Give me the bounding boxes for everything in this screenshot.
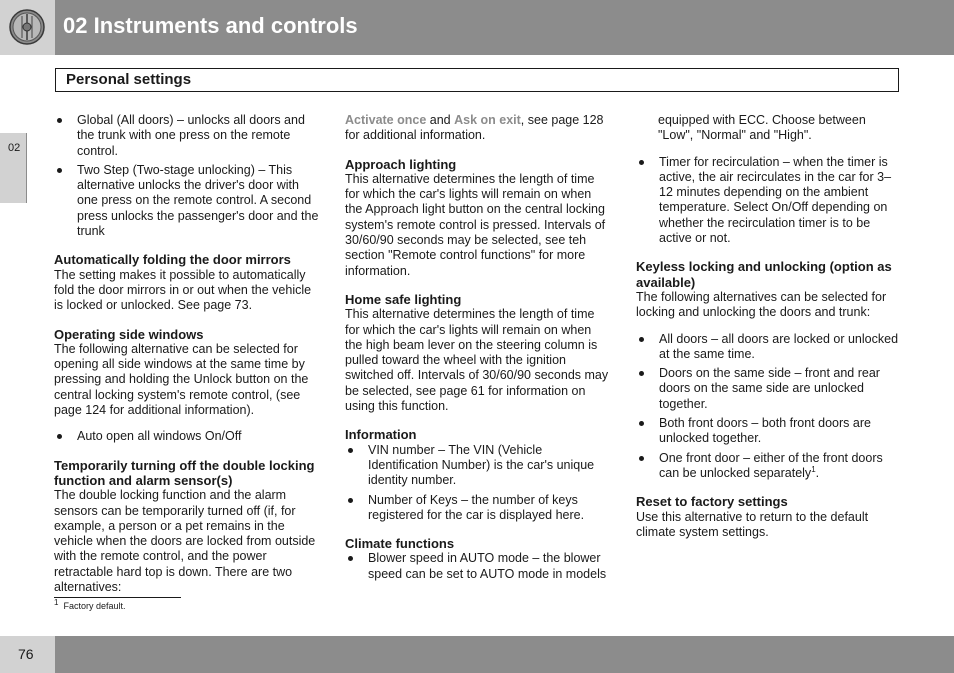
unlock-options-list xyxy=(54,113,319,239)
footnote xyxy=(54,598,126,611)
list-item: Two Step (Two-stage unlocking) – This alternative unlocks the driver's door with one press on the remote control. A second press unlocks the passenger's door and the trunk xyxy=(54,163,319,239)
reset-text: Use this alternative to return to the default climate system settings. xyxy=(636,509,869,539)
page-footer xyxy=(0,636,954,673)
column-2 xyxy=(345,113,610,586)
page-number: 76 xyxy=(18,646,34,662)
approach-text: This alternative determines the length of time for which the car's lights will remain on when the Approach light button on the central locking system's remote control is pressed. Intervals of 30/60/90 seconds may be selected, see teh section "Remote control functions" for more information. xyxy=(345,171,606,278)
keyless-heading: Keyless locking and unlocking (option as available) xyxy=(636,259,892,290)
footnote-text: Factory default. xyxy=(63,601,126,611)
home-safe-text: This alternative determines the length of time for which the car's lights will remain on when the high beam lever on the steering column is pulled toward the wheel with the ignition switched off. Intervals of 30/60/90 seconds may be selected, see page 61 for information on using this function. xyxy=(345,307,609,414)
page-header xyxy=(0,0,954,55)
list-item xyxy=(636,451,901,482)
mirrors-heading: Automatically folding the door mirrors xyxy=(54,252,291,268)
windows-text: The following alternative can be selected for opening all side windows at the same time by pressing and holding the Unlock button on the central locking system's remote control, (see page 124 for additional information). xyxy=(54,341,309,418)
list-item: VIN number – The VIN (Vehicle Identification Number) is the car's unique identity number. xyxy=(345,443,610,489)
climate-continued-text: equipped with ECC. Choose between "Low", "Normal" and "High". xyxy=(658,113,866,143)
footnote-marker: 1 xyxy=(54,598,59,607)
double-lock-text: The double locking function and the alarm sensors can be temporarily turned off (if, for example, a person or a pet remains in the vehicle when the doors are locked from outside with the remote control, and the power retractable hard top is down. There are two alternatives: xyxy=(54,488,316,595)
mirrors-text: The setting makes it possible to automatically fold the door mirrors in or out when the vehicle is locked or unlocked. See page 73. xyxy=(54,267,312,313)
windows-heading: Operating side windows xyxy=(54,326,204,342)
reset-heading: Reset to factory settings xyxy=(636,494,788,510)
approach-heading: Approach lighting xyxy=(345,156,457,172)
list-item: Global (All doors) – unlocks all doors and the trunk with one press on the remote control. xyxy=(54,113,319,159)
side-tab-label: 02 xyxy=(8,142,21,154)
ask-on-exit-link[interactable]: Ask on exit xyxy=(454,113,521,127)
footnote-ref: 1 xyxy=(811,464,816,474)
information-list xyxy=(345,443,610,523)
column-1 xyxy=(54,113,319,595)
climate-list xyxy=(345,551,610,582)
steering-wheel-icon xyxy=(8,8,46,46)
list-item: Blower speed in AUTO mode – the blower speed can be set to AUTO mode in models xyxy=(345,551,610,582)
list-item: Auto open all windows On/Off xyxy=(54,429,319,444)
section-title: Personal settings xyxy=(66,71,192,88)
activate-once-link[interactable]: Activate once xyxy=(345,113,427,127)
list-item: Timer for recirculation – when the timer is active, the air recirculates in the car for 3–12 minutes depending on the ambient temperature. Select On/Off depending on whether the recirculation timer is to be active or not. xyxy=(636,155,901,247)
climate-heading: Climate functions xyxy=(345,536,455,552)
keyless-list xyxy=(636,332,901,482)
home-safe-heading: Home safe lighting xyxy=(345,291,462,307)
one-front-door-text: One front door – either of the front doors can be unlocked separately xyxy=(659,450,883,480)
double-lock-heading: Temporarily turning off the double locking function and alarm sensor(s) xyxy=(54,457,315,488)
chapter-icon-box xyxy=(0,0,55,55)
list-item: Both front doors – both front doors are unlocked together. xyxy=(636,416,901,447)
chapter-side-tab xyxy=(0,133,27,203)
and-word: and xyxy=(429,113,451,127)
windows-list xyxy=(54,429,319,444)
alternatives-text xyxy=(345,113,610,144)
keyless-text: The following alternatives can be selected for locking and unlocking the doors and trunk: xyxy=(636,289,887,320)
list-item: Doors on the same side – front and rear doors on the same side are unlocked together. xyxy=(636,366,901,412)
section-bar xyxy=(55,68,899,92)
page-number-box xyxy=(0,636,55,673)
footnote-divider xyxy=(54,597,181,598)
list-item: All doors – all doors are locked or unlocked at the same time. xyxy=(636,332,901,363)
information-heading: Information xyxy=(345,427,417,443)
see-page-text: , see page 128 for additional information. xyxy=(345,113,604,143)
period: . xyxy=(815,465,820,480)
chapter-title: 02 Instruments and controls xyxy=(63,13,358,38)
timer-list xyxy=(636,155,901,247)
column-3 xyxy=(636,113,901,540)
list-item: Number of Keys – the number of keys registered for the car is displayed here. xyxy=(345,493,610,524)
